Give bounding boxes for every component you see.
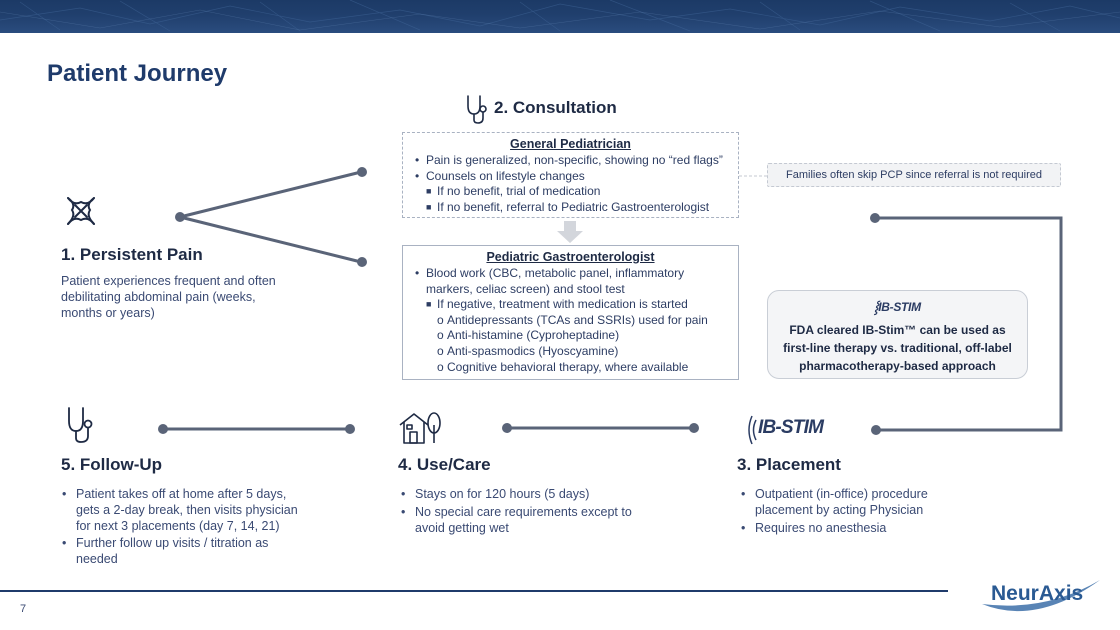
general-pediatrician-box bbox=[402, 132, 739, 218]
list-item-continuation: markers, celiac screen) and stool test bbox=[426, 281, 625, 296]
connector-dot bbox=[357, 257, 367, 267]
connector-dot bbox=[870, 213, 880, 223]
ib-stim-logo: ⸾IB-STIM bbox=[874, 300, 921, 314]
follow-up-bullets bbox=[62, 487, 312, 570]
list-item: • Pain is generalized, non-specific, showing no “red flags” bbox=[415, 153, 723, 167]
connector-pain-to-pg bbox=[180, 217, 361, 262]
placement-title: 3. Placement bbox=[737, 455, 841, 474]
neuraxis-logo-text: NeurAxis bbox=[991, 582, 1084, 605]
page-title: Patient Journey bbox=[47, 60, 228, 87]
list-item: • No special care requirements except to avoid getting wet bbox=[401, 504, 632, 535]
connector-dot bbox=[158, 424, 168, 434]
list-item: ■ If no benefit, referral to Pediatric Gastroenterologist bbox=[426, 199, 710, 214]
list-item: o Anti-histamine (Cyproheptadine) bbox=[437, 328, 620, 343]
connector-dot bbox=[345, 424, 355, 434]
skip-pcp-note: Families often skip PCP since referral is not required bbox=[767, 163, 1061, 187]
use-care-title: 4. Use/Care bbox=[398, 455, 491, 474]
list-item: o Cognitive behavioral therapy, where available bbox=[437, 359, 689, 374]
follow-up-title: 5. Follow-Up bbox=[61, 455, 163, 474]
list-item: o Anti-spasmodics (Hyoscyamine) bbox=[437, 343, 619, 358]
list-item: o Antidepressants (TCAs and SSRIs) used for pain bbox=[437, 312, 708, 327]
list-item: • Requires no anesthesia bbox=[741, 520, 887, 535]
list-item: • Blood work (CBC, metabolic panel, inflammatory bbox=[415, 266, 685, 280]
list-item: ■ If no benefit, trial of medication bbox=[426, 184, 601, 199]
connector-dot bbox=[502, 423, 512, 433]
consultation-title: 2. Consultation bbox=[494, 98, 617, 117]
use-care-bullets bbox=[401, 487, 651, 538]
stethoscope-icon bbox=[64, 406, 96, 444]
list-item: • Patient takes off at home after 5 days, gets a 2-day break, then visits physician for next 3 placements (day 7, 14, 21) bbox=[62, 487, 298, 533]
placement-logo-text: IB-STIM bbox=[758, 417, 824, 438]
connector-dot bbox=[689, 423, 699, 433]
stethoscope-icon bbox=[464, 94, 490, 124]
list-item: • Further follow up visits / titration as needed bbox=[62, 536, 269, 567]
connector-dot bbox=[175, 212, 185, 222]
home-icon bbox=[398, 409, 442, 445]
list-item: • Stays on for 120 hours (5 days) bbox=[401, 487, 590, 501]
page-number: 7 bbox=[20, 603, 27, 615]
list-item: • Counsels on lifestyle changes bbox=[415, 168, 585, 183]
persistent-pain-description: Patient experiences frequent and often debilitating abdominal pain (weeks, months or years) bbox=[61, 274, 276, 320]
placement-bullets bbox=[741, 487, 961, 538]
arrow-down-icon bbox=[557, 221, 583, 243]
list-item: • Outpatient (in-office) procedure placement by acting Physician bbox=[741, 487, 928, 517]
fda-callout bbox=[767, 290, 1028, 379]
fda-callout-text: FDA cleared IB-Stim™ can be used as first-line therapy vs. traditional, off-label pharmacotherapy-based approach bbox=[783, 323, 1012, 373]
connector-pain-to-gp bbox=[180, 172, 361, 217]
pediatric-gastroenterologist-box bbox=[402, 245, 739, 380]
connector-dot bbox=[871, 425, 881, 435]
pediatric-gastroenterologist-title: Pediatric Gastroenterologist bbox=[486, 250, 655, 264]
general-pediatrician-title: General Pediatrician bbox=[510, 137, 631, 151]
list-item: ■ If negative, treatment with medication is started bbox=[426, 297, 688, 312]
pain-icon bbox=[64, 194, 98, 228]
note-leader-line bbox=[739, 174, 769, 178]
connector-dot bbox=[357, 167, 367, 177]
persistent-pain-title: 1. Persistent Pain bbox=[61, 245, 203, 264]
footer-rule bbox=[0, 590, 948, 592]
